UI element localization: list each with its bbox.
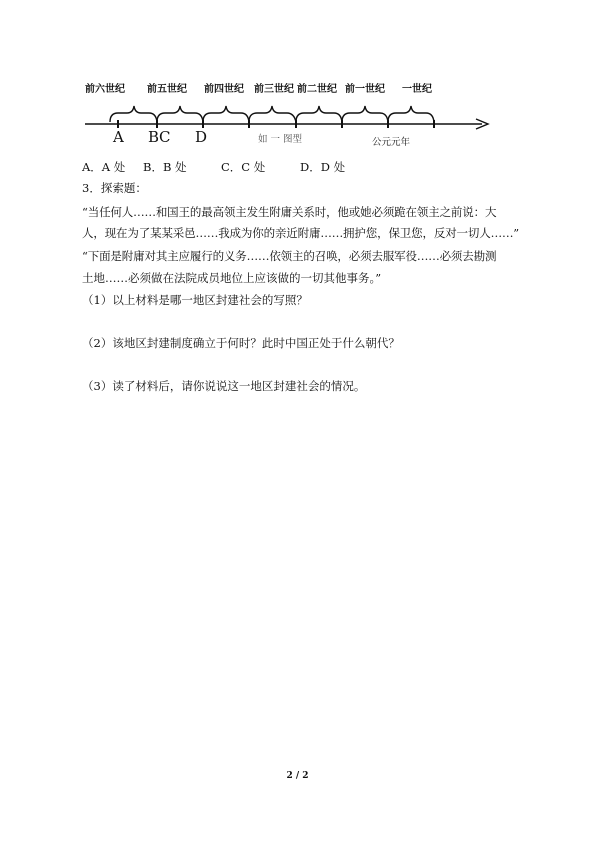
material-paragraph-1-line-1: “当任何人……和国王的最高领主发生附庸关系时，他或她必须跪在领主之前说：大 — [82, 205, 497, 219]
material-paragraph-2-line-1: “下面是附庸对其主应履行的义务……依领主的召唤，必须去服军役……必须去勘测 — [82, 249, 497, 263]
century-label-3: 前四世纪 — [204, 84, 244, 95]
material-paragraph-1-line-2: 人，现在为了某某采邑……我成为你的亲近附庸……拥护您，保卫您，反对一切人……” — [82, 226, 520, 240]
century-label-5: 前二世纪 — [297, 84, 337, 95]
question-3: （3）读了材料后，请你说说这一地区封建社会的情况。 — [82, 379, 366, 393]
point-label-c: C — [159, 128, 171, 146]
century-label-2: 前五世纪 — [147, 84, 187, 95]
choice-b: B．B 处 — [143, 160, 187, 174]
point-label-a: A — [113, 128, 124, 146]
century-label-1: 前六世纪 — [85, 84, 125, 95]
century-label-4: 前三世纪 — [254, 84, 294, 95]
century-label-7: 一世纪 — [402, 84, 432, 95]
choice-c: C．C 处 — [221, 160, 266, 174]
year-zero-label: 公元元年 — [372, 137, 411, 148]
century-label-6: 前一世纪 — [345, 84, 385, 95]
point-label-b: B — [148, 128, 160, 146]
question-1: （1）以上材料是哪一地区封建社会的写照？ — [82, 293, 308, 307]
point-label-d: D — [195, 128, 208, 146]
choice-a: A．A 处 — [82, 160, 126, 174]
century-braces — [110, 106, 434, 122]
obscured-label: 如 一 图型 — [258, 134, 303, 145]
question-2: （2）该地区封建制度确立于何时？此时中国正处于什么朝代？ — [82, 336, 400, 350]
choice-d: D．D 处 — [300, 160, 346, 174]
page-number: 2 / 2 — [286, 771, 309, 781]
timeline-figure — [0, 0, 595, 160]
section-heading: 3．探索题： — [82, 181, 147, 195]
material-paragraph-2-line-2: 土地……必须做在法院成员地位上应该做的一切其他事务。” — [82, 271, 382, 285]
